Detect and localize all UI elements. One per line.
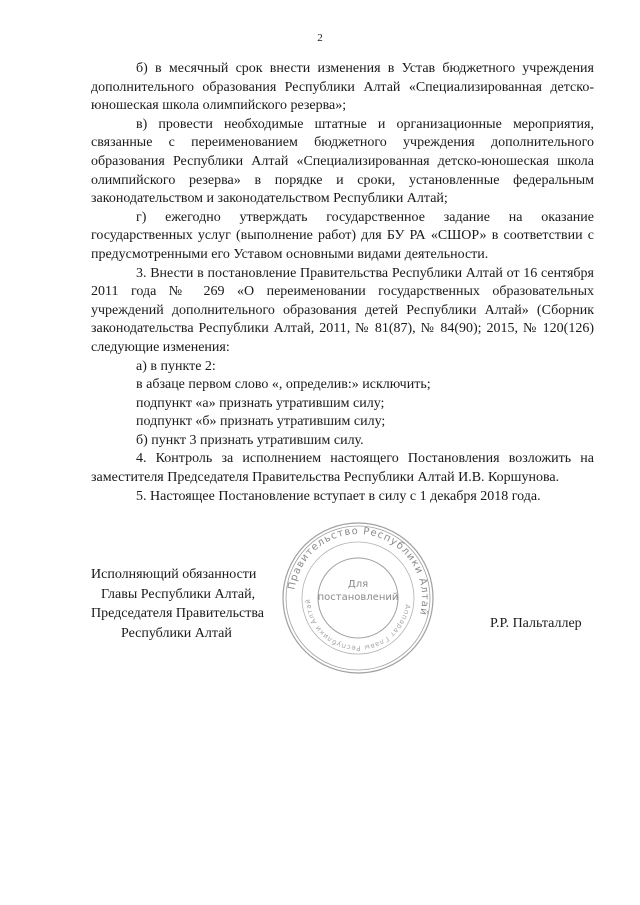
paragraph-4: 4. Контроль за исполнением настоящего Постановления возложить на заместителя Председателя Правительства Республики Алтай И.В. Коршунова. — [91, 451, 594, 486]
document-body — [91, 60, 594, 506]
signatory-position-line: Исполняющий обязанности — [91, 567, 257, 582]
paragraph-1g: г) ежегодно утверждать государственное задание на оказание государственных услуг (выполнение работ) для БУ РА «СШОР» в соответствии с предусмотренными его Уставом основными видами деятельности. — [91, 209, 594, 262]
stamp-center-line: Для — [347, 579, 369, 590]
stamp-center-line: постановлений — [317, 592, 399, 603]
signatory-position-line: Председателя Правительства — [91, 606, 265, 621]
signatory-position — [91, 565, 264, 643]
signatory-position-line: Главы Республики Алтай, — [101, 586, 256, 602]
signatory-name: Р.Р. Пальталлер — [490, 616, 582, 631]
official-stamp — [280, 520, 436, 676]
paragraph-5: 5. Настоящее Постановление вступает в силу с 1 декабря 2018 года. — [136, 488, 541, 504]
paragraph-3a-line-1: в абзаце первом слово «, определив:» исключить; — [136, 377, 431, 393]
stamp-outer-text: Правительство Республики Алтай — [286, 525, 431, 617]
paragraph-1b: б) в месячный срок внести изменения в Устав бюджетного учреждения дополнительного образования Республики Алтай «Специализированная детско-юношеская школа олимпийского резерва»; — [91, 61, 594, 114]
svg-text:Аппарат Главы Республики Алтай — [304, 598, 412, 652]
paragraph-3a-line-3: подпункт «б» признать утратившим силу; — [136, 414, 386, 430]
stamp-center-text — [280, 578, 436, 604]
signatory-position-line: Республики Алтай — [121, 625, 232, 641]
paragraph-3b: б) пункт 3 признать утратившим силу. — [136, 432, 364, 448]
page-number: 2 — [317, 32, 323, 44]
paragraph-3a-line-2: подпункт «а» признать утратившим силу; — [136, 395, 385, 411]
paragraph-3: 3. Внести в постановление Правительства Республики Алтай от 16 сентября 2011 года № 269 «О переименовании государственных образовательных учреждений дополнительного образования детей Республики Алтай» (Сборник законодательства Республики Алтай, 2011, № 81(87), № 84(90); 2015, № 120(126) следующие изменения: — [91, 265, 594, 355]
paragraph-1v: в) провести необходимые штатные и организационные мероприятия, связанные с переименованием бюджетного учреждения дополнительного образования Республики Алтай «Специализированная детско-юношеская школа олимпийского резерва» в порядке и сроки, установленные федеральным законодательством и законодательством Республики Алтай; — [91, 116, 594, 207]
stamp-inner-text: Аппарат Главы Республики Алтай — [303, 598, 412, 653]
paragraph-3a: а) в пункте 2: — [136, 358, 216, 374]
